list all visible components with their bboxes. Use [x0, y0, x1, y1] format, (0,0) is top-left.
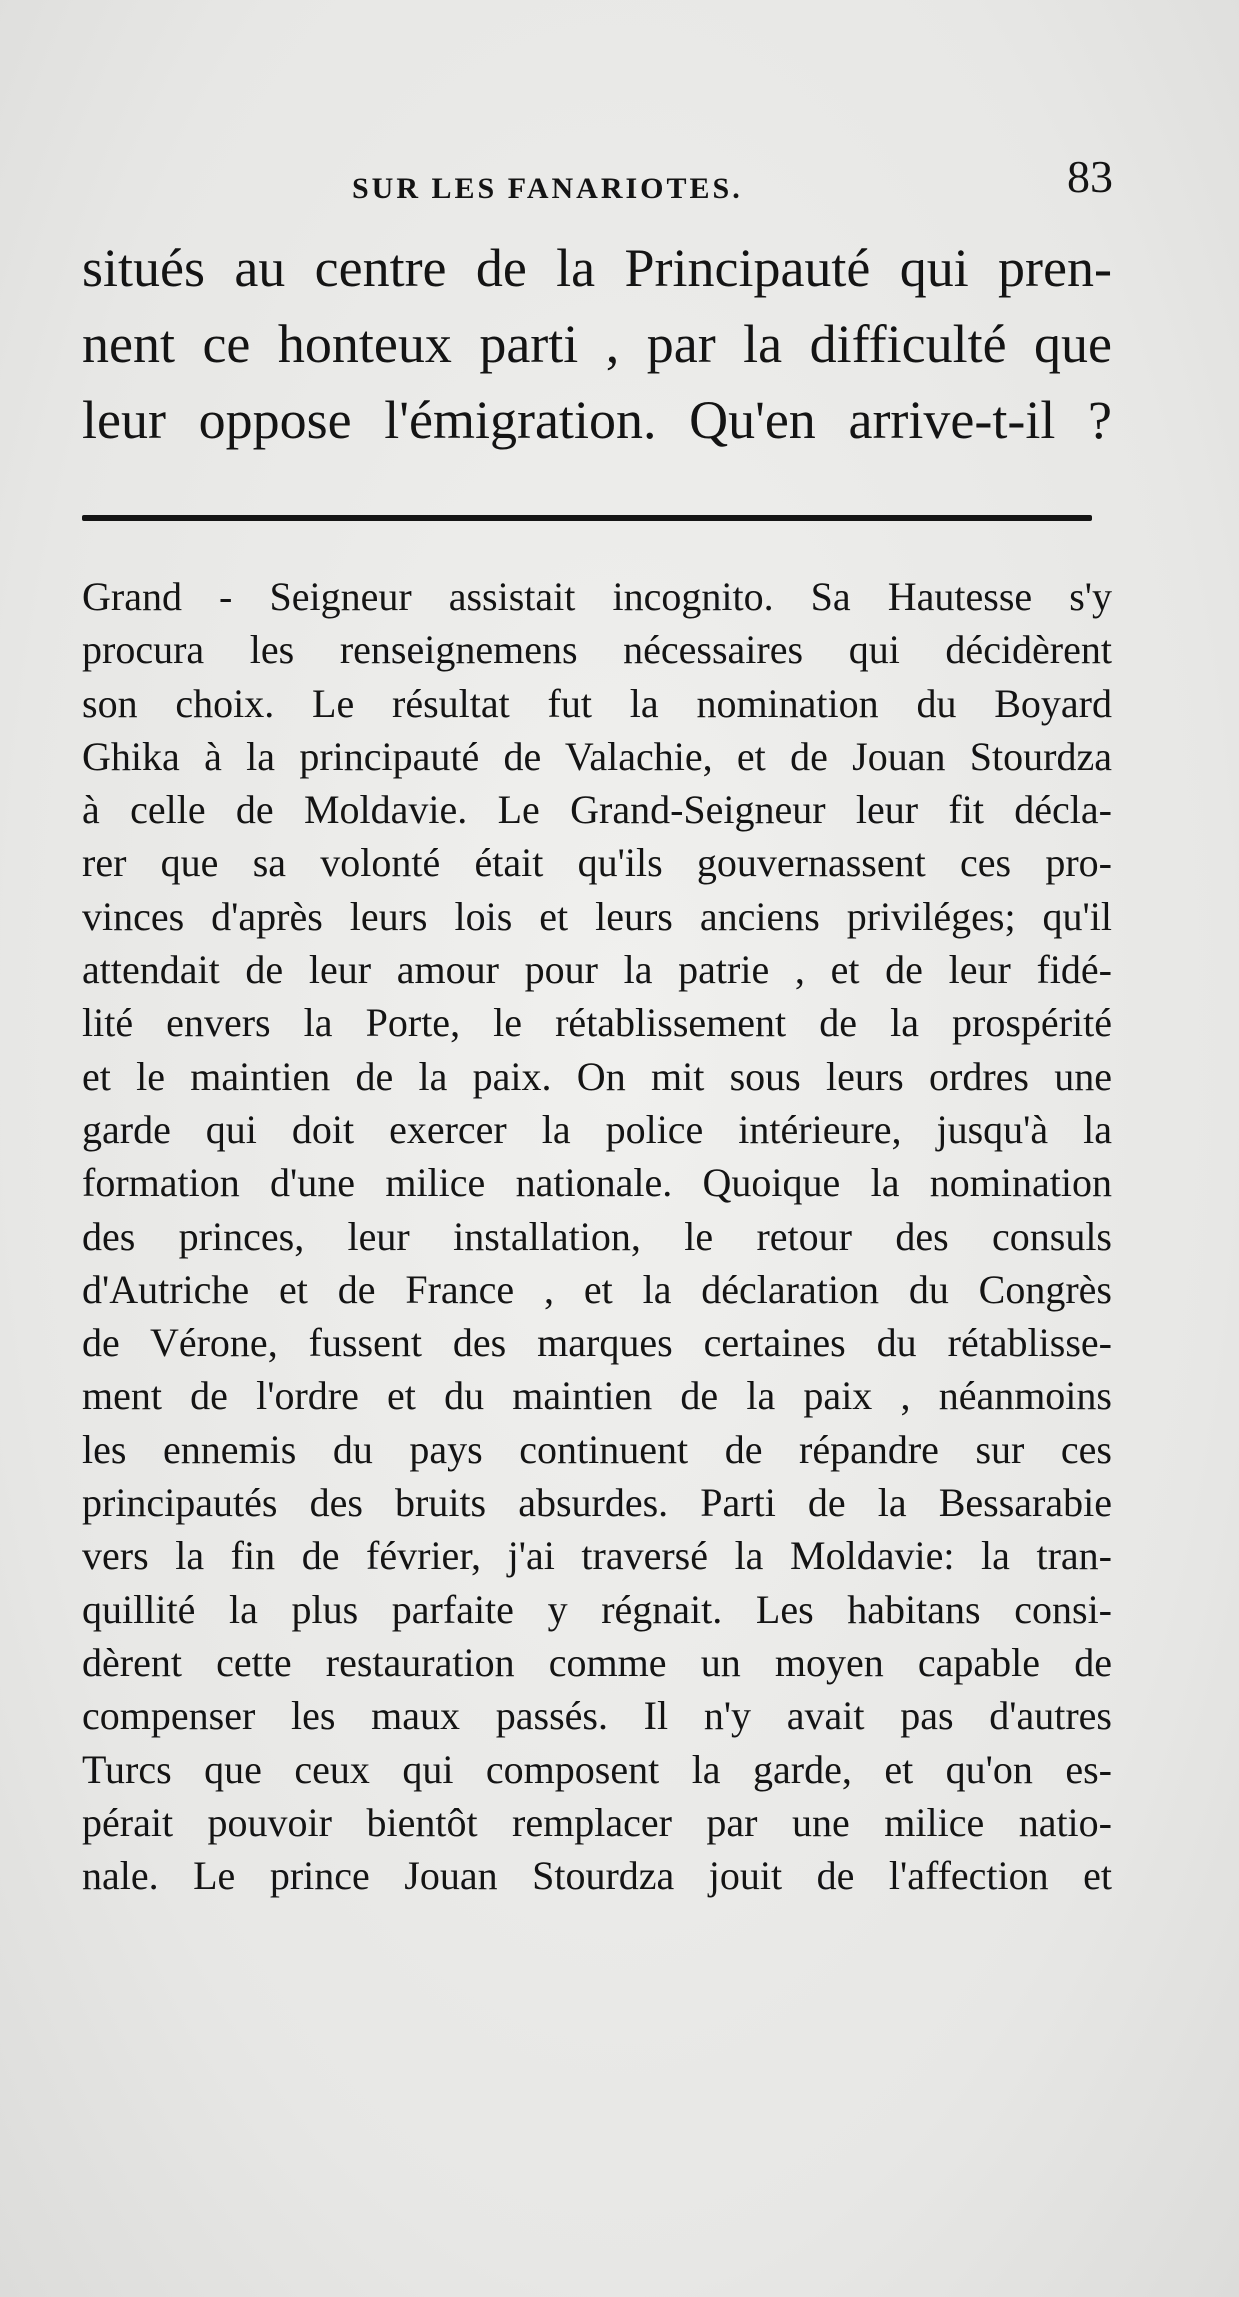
- footnote-line: son choix. Le résultat fut la nomination du Boyard: [82, 680, 1112, 726]
- footnote-line: les ennemis du pays continuent de répandre sur ces: [82, 1426, 1112, 1472]
- footnote-line: dèrent cette restauration comme un moyen capable de: [82, 1639, 1112, 1685]
- page-header: [82, 150, 1112, 220]
- footnote-line: garde qui doit exercer la police intérieure, jusqu'à la: [82, 1106, 1112, 1152]
- footnote-line: de Vérone, fussent des marques certaines du rétablisse-: [82, 1320, 1112, 1366]
- footnote-line: à celle de Moldavie. Le Grand-Seigneur leur fit décla-: [82, 787, 1112, 833]
- footnote-line: principautés des bruits absurdes. Parti de la Bessarabie: [82, 1480, 1112, 1526]
- main-text-line: leur oppose l'émigration. Qu'en arrive-t-il ?: [82, 390, 1112, 450]
- footnote: [82, 570, 1112, 1902]
- footnote-line: compenser les maux passés. Il n'y avait pas d'autres: [82, 1693, 1112, 1739]
- main-text-line: nent ce honteux parti , par la difficulté que: [82, 314, 1112, 374]
- footnote-line: lité envers la Porte, le rétablissement de la prospérité: [82, 1000, 1112, 1046]
- running-head: SUR LES FANARIOTES.: [352, 172, 743, 205]
- footnote-line: des princes, leur installation, le retour des consuls: [82, 1213, 1112, 1259]
- footnote-line: Ghika à la principauté de Valachie, et de Jouan Stourdza: [82, 733, 1112, 779]
- footnote-line: quillité la plus parfaite y régnait. Les habitans consi-: [82, 1586, 1112, 1632]
- page-number: 83: [1067, 151, 1113, 202]
- footnote-line: vers la fin de février, j'ai traversé la Moldavie: la tran-: [82, 1533, 1112, 1579]
- footnote-line: vinces d'après leurs lois et leurs anciens priviléges; qu'il: [82, 893, 1112, 939]
- footnote-line: nale. Le prince Jouan Stourdza jouit de l'affection et: [82, 1853, 1112, 1899]
- footnote-line: pérait pouvoir bientôt remplacer par une milice natio-: [82, 1799, 1112, 1845]
- footnote-line: attendait de leur amour pour la patrie , et de leur fidé-: [82, 947, 1112, 993]
- footnote-line: et le maintien de la paix. On mit sous leurs ordres une: [82, 1053, 1112, 1099]
- main-text: [82, 230, 1112, 458]
- footnote-line: Turcs que ceux qui composent la garde, et qu'on es-: [82, 1746, 1112, 1792]
- footnote-divider: [82, 515, 1092, 521]
- main-text-line: situés au centre de la Principauté qui pren-: [82, 238, 1112, 298]
- footnote-line: procura les renseignemens nécessaires qui décidèrent: [82, 627, 1112, 673]
- footnote-line: rer que sa volonté était qu'ils gouvernassent ces pro-: [82, 840, 1112, 886]
- footnote-line: ment de l'ordre et du maintien de la paix , néanmoins: [82, 1373, 1112, 1419]
- footnote-line: Grand - Seigneur assistait incognito. Sa Hautesse s'y: [82, 574, 1112, 619]
- footnote-line: formation d'une milice nationale. Quoique la nomination: [82, 1160, 1112, 1206]
- footnote-line: d'Autriche et de France , et la déclaration du Congrès: [82, 1266, 1112, 1312]
